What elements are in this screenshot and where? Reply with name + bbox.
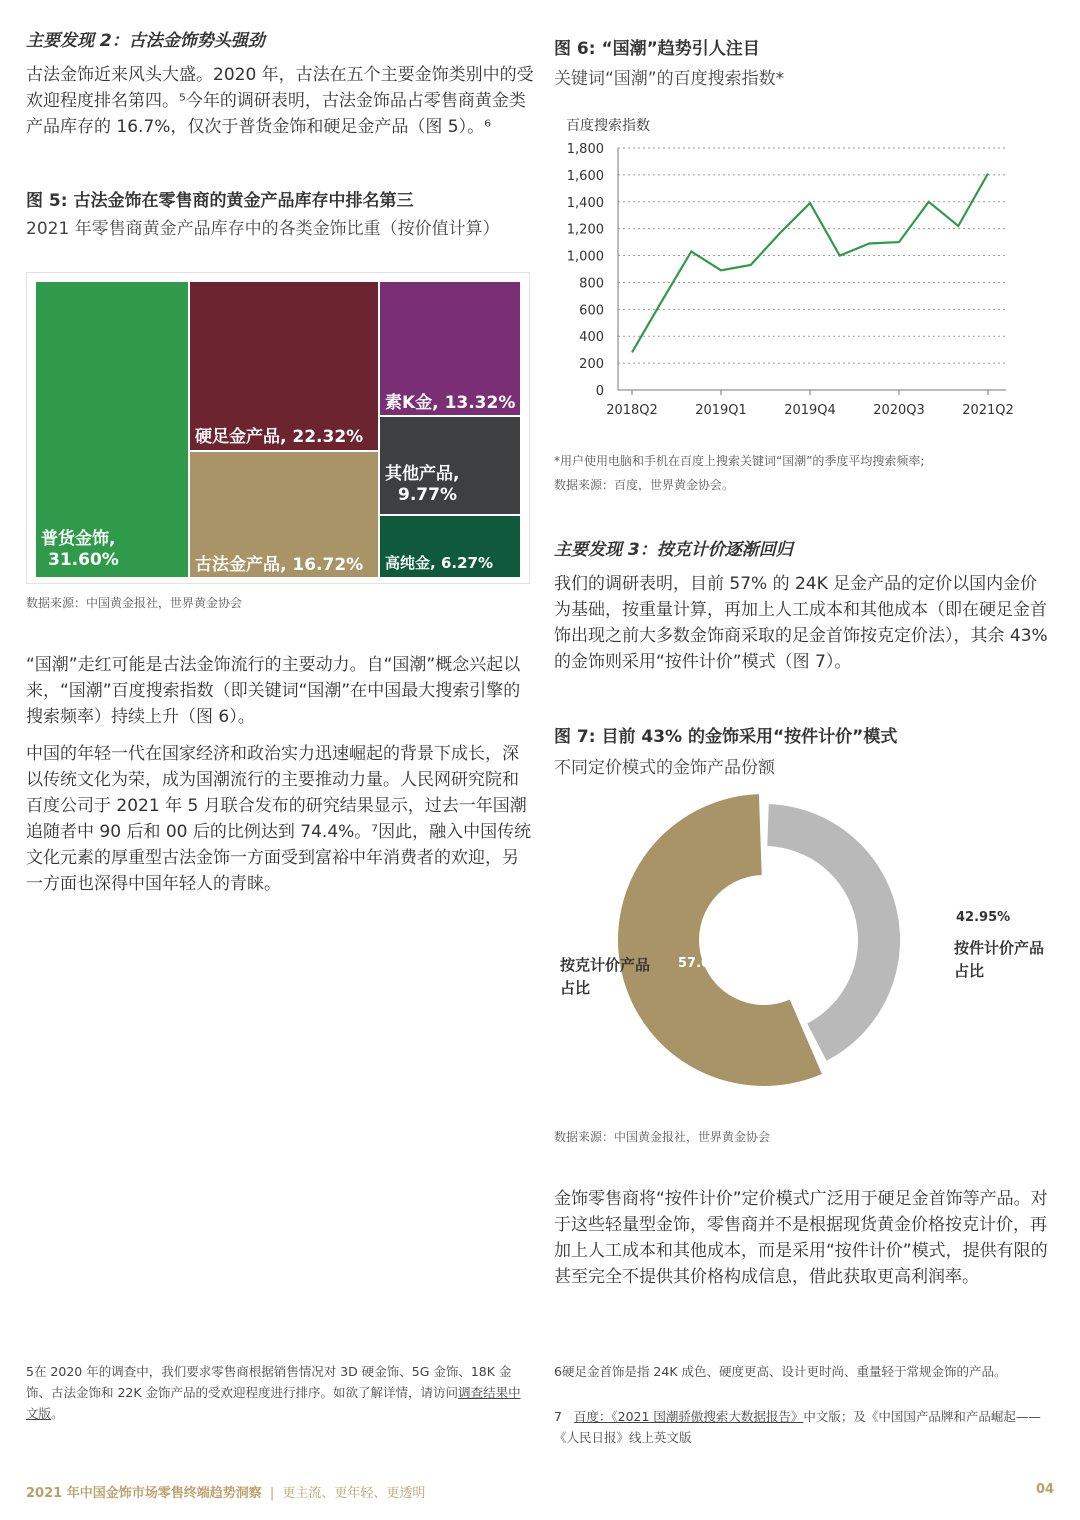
x-tick-label: 2019Q1 [695, 403, 747, 418]
y-tick-label: 0 [595, 384, 604, 399]
finding2-paragraph: 古法金饰近来风头大盛。2020 年，古法在五个主要金饰类别中的受欢迎程度排名第四。⁵今年的调研表明，古法金饰品占零售商黄金类产品库存的 16.7%，仅次于普货金饰和硬足金产品（图 5）。⁶ [26, 65, 534, 137]
fig5-subtitle: 2021 年零售商黄金产品库存中的各类金饰比重（按价值计算） [26, 219, 500, 239]
treemap-cell-plain-k-gold [380, 282, 520, 415]
y-tick-label: 1,200 [566, 222, 604, 238]
treemap-cell-hard-gold [190, 282, 378, 450]
footer [26, 1482, 425, 1501]
fig7-title: 图 7: 目前 43% 的金饰采用“按件计价”模式 [554, 727, 898, 747]
treemap-cell-ancient-gold [190, 452, 378, 577]
x-tick-label: 2020Q3 [873, 403, 925, 418]
x-tick-label: 2019Q4 [784, 403, 836, 418]
treemap-cell-other [380, 417, 520, 514]
y-axis-title: 百度搜索指数 [566, 118, 650, 134]
finding3-heading: 主要发现 3：按克计价逐渐回归 [554, 540, 793, 560]
treemap-cell-general-gold [36, 282, 188, 577]
finding3-paragraph: 我们的调研表明，目前 57% 的 24K 足金产品的定价以国内金价为基础，按重量计算，再加上人工成本和其他成本（即在硬足金首饰出现之前大多数金饰商采取的足金首饰按克定价法），其余 43% 的金饰则采用“按件计价”模式（图 7）。 [554, 574, 1048, 672]
treemap-value: 9.77% [398, 485, 457, 505]
fig6-subtitle: 关键词“国潮”的百度搜索指数* [554, 69, 785, 89]
treemap-label: 普货金饰, [41, 529, 116, 549]
guochao-paragraph: “国潮”走红可能是古法金饰流行的主要动力。自“国潮”概念兴起以来，“国潮”百度搜索指数（即关键词“国潮”在中国最大搜索引擎的搜索频率）持续上升（图 6）。 [26, 655, 521, 727]
fig5-source: 数据来源：中国黄金报社，世界黄金协会 [26, 596, 243, 610]
treemap-label: 素K金, 13.32% [385, 393, 516, 413]
survey-results-link[interactable]: 调查结果中文版 [26, 1385, 521, 1421]
finding2-heading: 主要发现 2：古法金饰势头强劲 [26, 31, 265, 51]
fig6-line-chart [554, 110, 1030, 430]
y-tick-label: 1,600 [566, 168, 604, 184]
y-tick-label: 400 [579, 330, 604, 346]
y-tick-label: 1,000 [566, 249, 604, 265]
page-number: 04 [1036, 1482, 1055, 1497]
footer-separator: | [269, 1486, 275, 1501]
youth-paragraph: 中国的年轻一代在国家经济和政治实力迅速崛起的背景下成长，深以传统文化为荣，成为国潮流行的主要推动力量。人民网研究院和百度公司于 2021 年 5 月联合发布的研究结果显示，过去一年国潮追随者中 90 后和 00 后的比例达到 74.4%。⁷因此，融入中国传统文化元素的厚重型古法金饰一方面受到富裕中年消费者的欢迎，另一方面也深得中国年轻人的青睐。 [26, 744, 532, 894]
y-tick-label: 1,800 [566, 142, 604, 157]
x-tick-label: 2021Q2 [962, 403, 1014, 418]
series-line [632, 174, 988, 353]
treemap-label: 硬足金产品, 22.32% [195, 427, 364, 447]
y-tick-label: 600 [579, 303, 604, 319]
x-tick-label: 2018Q2 [606, 403, 658, 418]
treemap-label: 其他产品, [385, 464, 460, 484]
y-tick-label: 1,400 [566, 195, 604, 211]
footnote-6: 6硬足金首饰是指 24K 成色、硬度更高、设计更时尚、重量轻于常规金饰的产品。 [554, 1364, 1007, 1379]
footer-title: 2021 年中国金饰市场零售终端趋势洞察 [26, 1486, 262, 1501]
fig5-title: 图 5: 古法金饰在零售商的黄金产品库存中排名第三 [26, 191, 414, 211]
fig5-treemap [26, 272, 530, 584]
footnote-5: 5在 2020 年的调查中，我们要求零售商根据销售情况对 3D 硬金饰、5G 金饰、18K 金饰、古法金饰和 22K 金饰产品的受欢迎程度进行排序。如欲了解详情，请访问调查结果中文版。 [26, 1364, 521, 1421]
legend-by-weight: 按克计价产品占比 [560, 956, 651, 997]
fig7-subtitle: 不同定价模式的金饰产品份额 [554, 758, 775, 778]
fig6-title: 图 6: “国潮”趋势引人注目 [554, 39, 760, 59]
treemap-cell-high-purity [380, 516, 520, 577]
footnote-7: 7 百度：《2021 国潮骄傲搜索大数据报告》中文版；及《中国国产品牌和产品崛起——《人民日报》线上英文版 [554, 1409, 1041, 1445]
legend-by-piece: 按件计价产品占比 [954, 939, 1045, 980]
treemap-value: 31.60% [48, 550, 119, 570]
slice-value-label: 57.05% [678, 956, 733, 971]
fig7-source: 数据来源：中国黄金报社，世界黄金协会 [554, 1130, 771, 1144]
footer-tagline: 更主流、更年轻、更透明 [282, 1486, 426, 1501]
y-tick-label: 800 [579, 276, 604, 292]
fig6-source: 数据来源：百度，世界黄金协会。 [554, 478, 735, 492]
fig6-note: *用户使用电脑和手机在百度上搜索关键词“国潮”的季度平均搜索频率; [554, 454, 925, 468]
y-tick-label: 200 [579, 357, 604, 373]
slice-value-label: 42.95% [956, 910, 1011, 925]
treemap-label: 古法金产品, 16.72% [195, 555, 364, 575]
pricing-paragraph: 金饰零售商将“按件计价”定价模式广泛用于硬足金首饰等产品。对于这些轻量型金饰，零售商并不是根据现货黄金价格按克计价，再加上人工成本和其他成本，而是采用“按件计价”模式，提供有限的甚至完全不提供其价格构成信息，借此获取更高利润率。 [554, 1189, 1048, 1287]
treemap-label: 高纯金, 6.27% [385, 554, 493, 572]
baidu-report-link[interactable]: 百度：《2021 国潮骄傲搜索大数据报告》 [573, 1409, 804, 1424]
